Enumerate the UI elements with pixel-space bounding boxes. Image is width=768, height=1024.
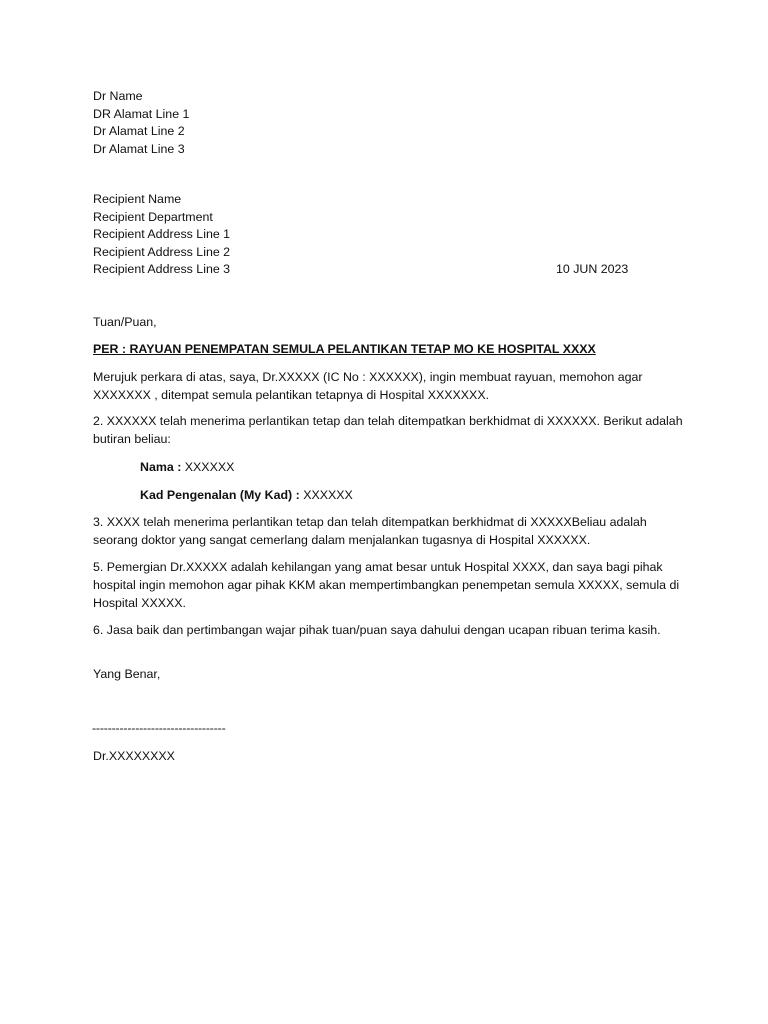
closing: Yang Benar, xyxy=(93,667,161,681)
detail-ic-label: Kad Pengenalan (My Kad) : xyxy=(140,488,300,502)
paragraph-3: 3. XXXX telah menerima perlantikan tetap dan telah ditempatkan berkhidmat di XXXXXBeliau adalah seorang doktor yang sangat cemerlang dalam menjalankan tugasnya di Hospital XXXXXX. xyxy=(93,515,647,547)
recipient-address-line-2: Recipient Address Line 2 xyxy=(93,244,231,259)
detail-name-row xyxy=(140,458,234,476)
sender-name: Dr Name xyxy=(93,89,143,103)
detail-ic-value: XXXXXX xyxy=(303,488,353,502)
sender-address-line-2: Dr Alamat Line 2 xyxy=(93,124,185,139)
subject-line: PER : RAYUAN PENEMPATAN SEMULA PELANTIKAN TETAP MO KE HOSPITAL XXXX xyxy=(93,342,596,356)
sender-address-line-1: DR Alamat Line 1 xyxy=(93,106,190,121)
recipient-address-line-3: Recipient Address Line 3 xyxy=(93,262,231,277)
recipient-address-line-1: Recipient Address Line 1 xyxy=(93,227,231,242)
paragraph-2: 2. XXXXXX telah menerima perlantikan tetap dan telah ditempatkan berkhidmat di XXXXXX. Berikut adalah butiran beliau: xyxy=(93,414,683,446)
paragraph-5: 5. Pemergian Dr.XXXXX adalah kehilangan yang amat besar untuk Hospital XXXX, dan saya bagi pihak hospital ingin memohon agar pihak KKM akan mempertimbangkan penempetan semula XXXXX, semula di Hospital XXXXX. xyxy=(93,560,680,610)
detail-name-label: Nama : xyxy=(140,460,182,474)
paragraph-6: 6. Jasa baik dan pertimbangan wajar pihak tuan/puan saya dahului dengan ucapan ribuan terima kasih. xyxy=(93,623,661,637)
recipient-department: Recipient Department xyxy=(93,209,213,224)
salutation: Tuan/Puan, xyxy=(93,315,157,329)
sender-block xyxy=(93,87,189,157)
signature-line: ---------------------------------- xyxy=(92,721,226,735)
sender-address-line-3: Dr Alamat Line 3 xyxy=(93,141,185,156)
detail-name-value: XXXXXX xyxy=(184,460,235,474)
letter-date: 10 JUN 2023 xyxy=(556,262,629,276)
recipient-block xyxy=(93,190,230,278)
detail-ic-row xyxy=(140,486,353,504)
recipient-name: Recipient Name xyxy=(93,192,182,206)
signatory-name: Dr.XXXXXXXX xyxy=(93,749,175,763)
paragraph-1: Merujuk perkara di atas, saya, Dr.XXXXX (IC No : XXXXXX), ingin membuat rayuan, memohon agar XXXXXXX , ditempat semula pelantikan tetapnya di Hospital XXXXXXX. xyxy=(93,370,643,402)
